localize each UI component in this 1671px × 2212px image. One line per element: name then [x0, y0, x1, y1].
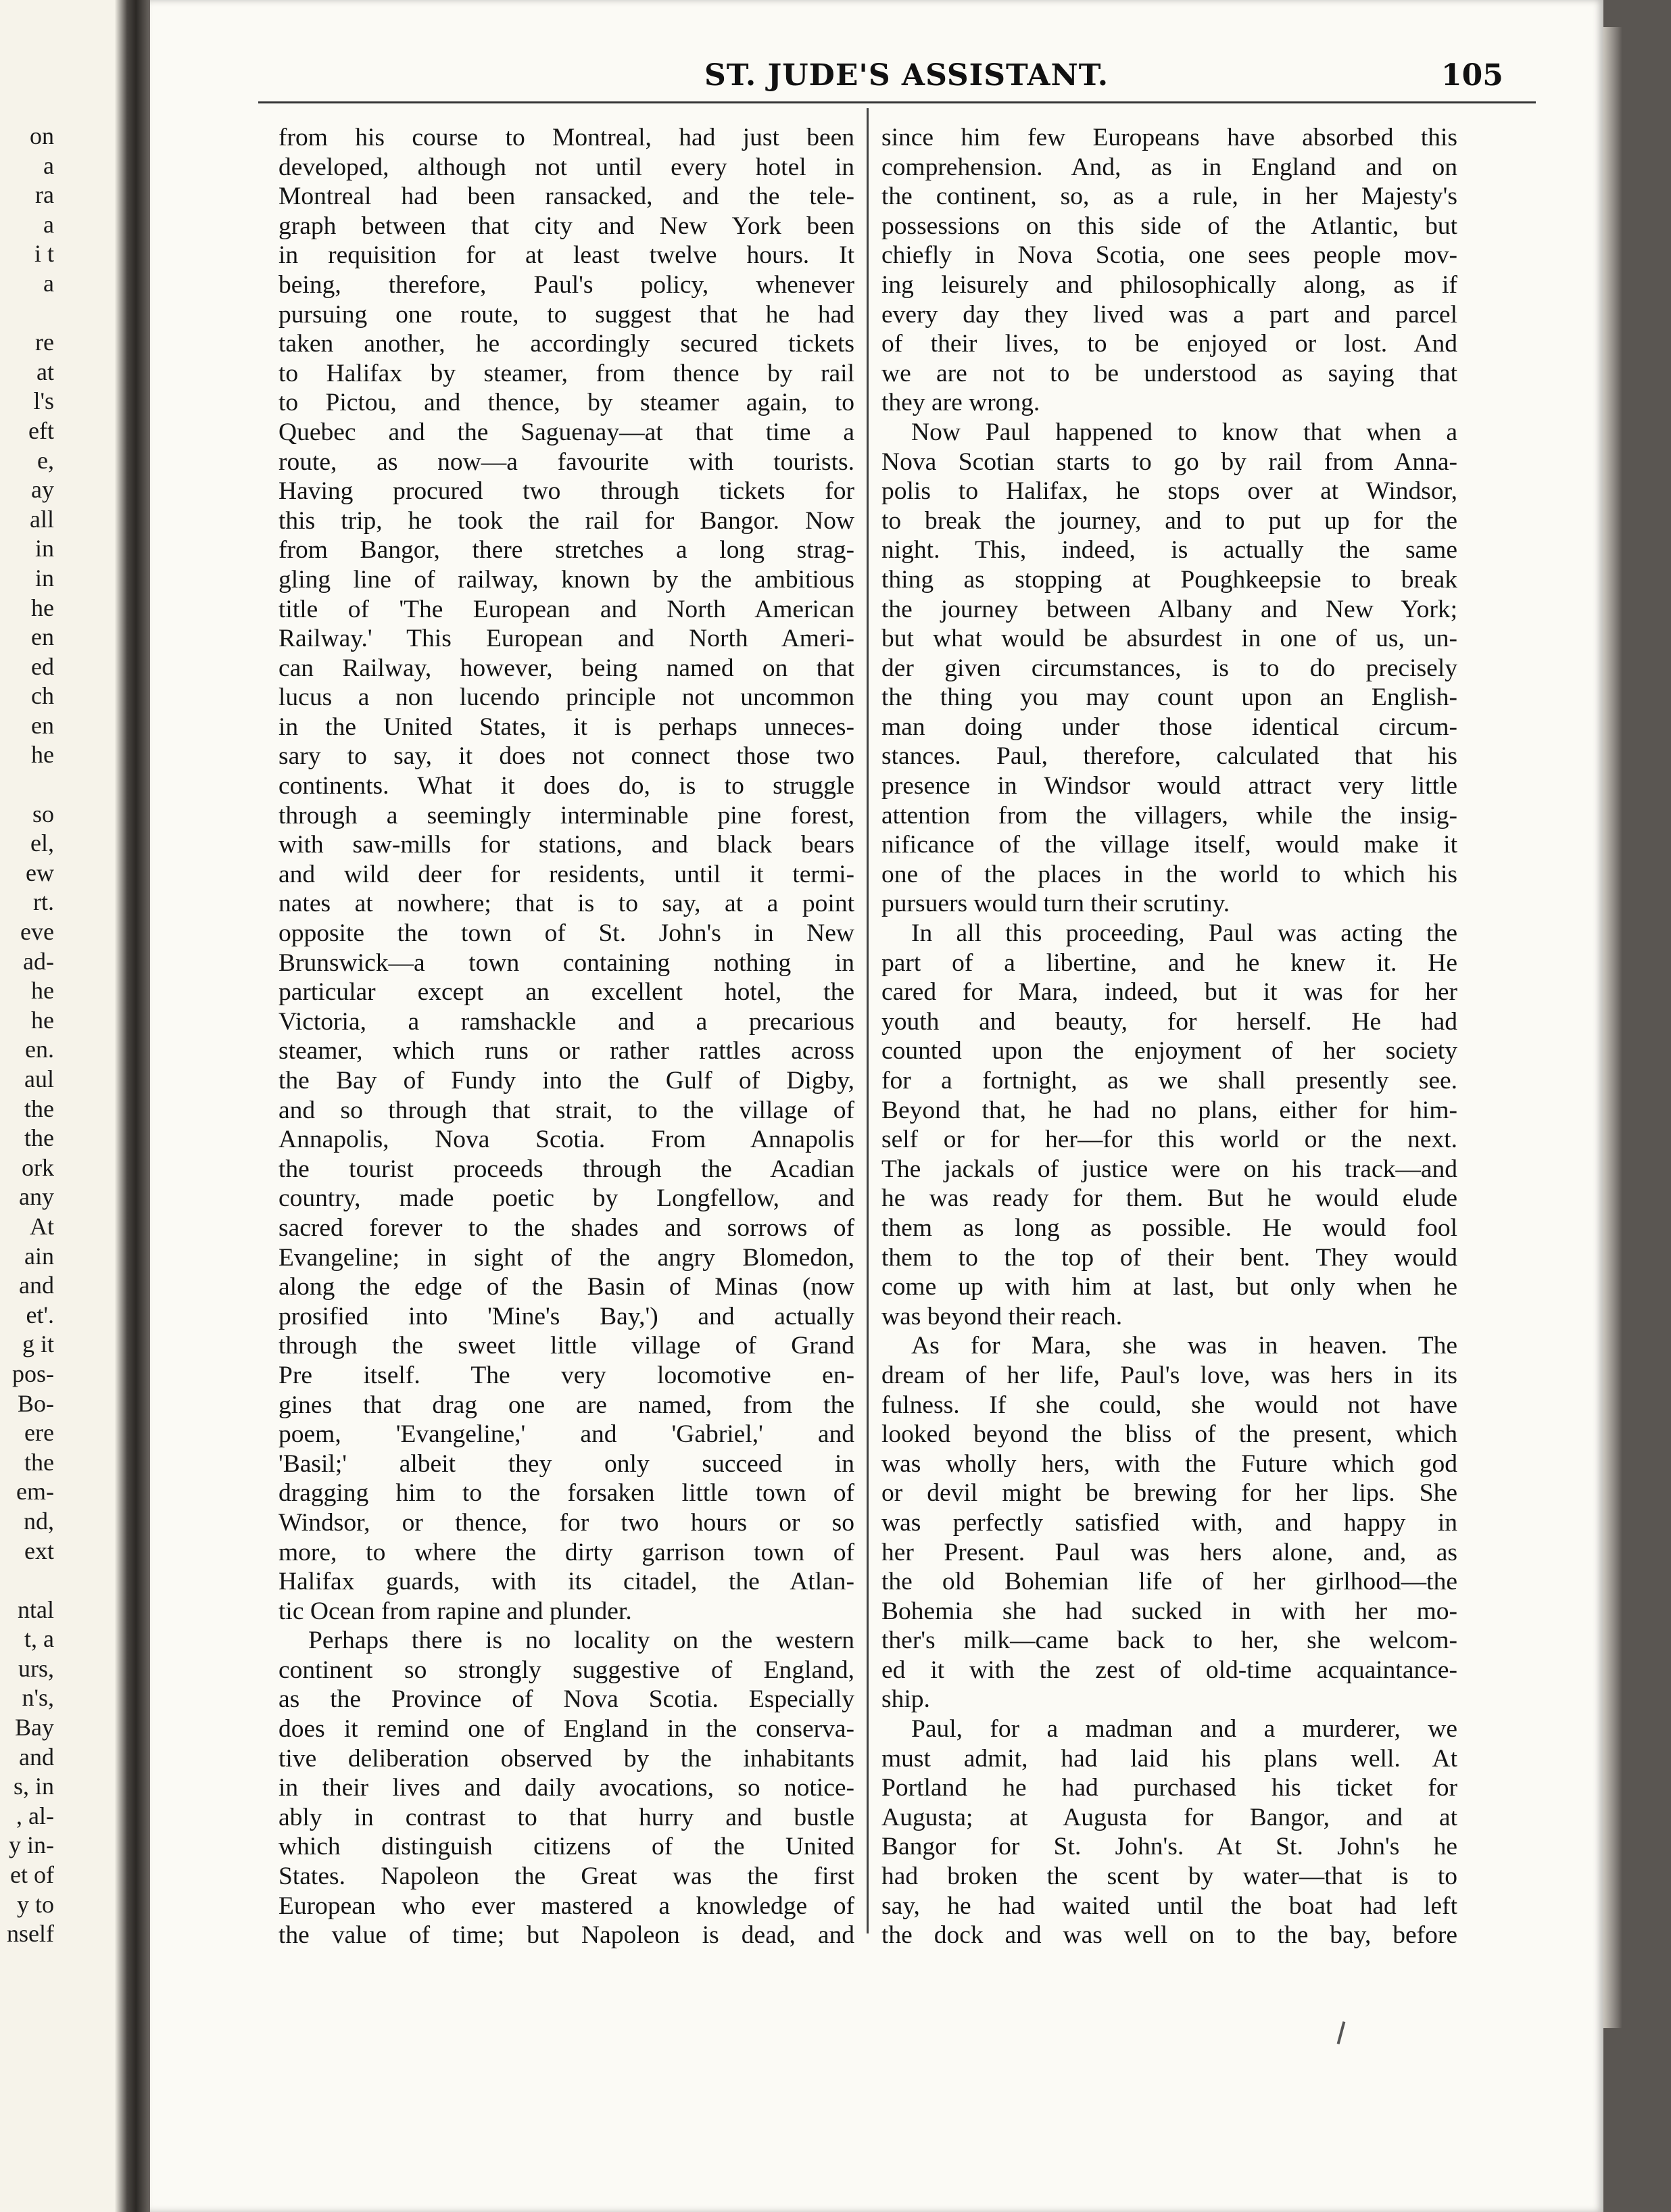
text-line: tic Ocean from rapine and plunder. — [278, 1597, 632, 1625]
fragment-line: ere — [24, 1419, 54, 1447]
text-line: particular except an excellent hotel, the — [278, 978, 854, 1007]
text-line: does it remind one of England in the conserva- — [278, 1715, 854, 1744]
fragment-line: g it — [22, 1330, 54, 1358]
text-line: the dock and was well on to the bay, before — [881, 1921, 1457, 1950]
text-line: or devil might be brewing for her lips. She — [881, 1479, 1457, 1508]
text-line: developed, although not until every hotel in — [278, 153, 854, 181]
fragment-line — [0, 770, 54, 800]
left-column — [278, 123, 854, 1950]
fragment-line: in — [34, 535, 54, 562]
text-line: chiefly in Nova Scotia, one sees people mov- — [881, 241, 1457, 270]
text-line: Beyond that, he had no plans, either for him- — [881, 1096, 1457, 1124]
text-line: this trip, he took the rail for Bangor. Now — [278, 506, 854, 535]
fragment-line — [0, 1566, 54, 1595]
fragment-line: l's — [33, 387, 54, 415]
text-line: opposite the town of St. John's in New — [278, 919, 854, 948]
fragment-line: ad- — [23, 947, 54, 975]
text-line: Annapolis, Nova Scotia. From Annapolis — [278, 1126, 854, 1154]
text-line: Now Paul happened to know that when a — [911, 418, 1457, 446]
text-line: with saw-mills for stations, and black bears — [278, 831, 854, 859]
text-line: tive deliberation observed by the inhabitants — [278, 1744, 854, 1773]
fragment-line: nd, — [24, 1507, 54, 1535]
text-line: in their lives and daily avocations, so notice- — [278, 1774, 854, 1802]
text-line: graph between that city and New York been — [278, 212, 854, 240]
page — [150, 0, 1603, 2212]
text-line: was wholly hers, with the Future which god — [881, 1449, 1457, 1478]
fragment-line: so — [32, 800, 54, 827]
text-line: for a fortnight, as we shall presently see. — [881, 1067, 1457, 1095]
book-gutter — [115, 0, 150, 2212]
text-line: Nova Scotian starts to go by rail from Anna- — [881, 448, 1457, 476]
fragment-line: Bay — [15, 1714, 54, 1741]
text-line: we are not to be understood as saying that — [881, 359, 1457, 387]
text-line: from Bangor, there stretches a long strag- — [278, 536, 854, 564]
text-line: taken another, he accordingly secured tickets — [278, 330, 854, 358]
text-line: in the United States, it is perhaps unneces- — [278, 713, 854, 741]
text-line: he was ready for them. But he would elude — [881, 1184, 1457, 1213]
fragment-line: the — [24, 1448, 54, 1476]
text-line: along the edge of the Basin of Minas (now — [278, 1273, 854, 1301]
text-line: since him few Europeans have absorbed this — [881, 124, 1457, 151]
text-line: attention from the villagers, while the insig- — [881, 801, 1457, 830]
text-line: to break the journey, and to put up for the — [881, 506, 1457, 535]
text-line: Bohemia she had sucked in with her mo- — [881, 1597, 1457, 1625]
fragment-line: Bo- — [18, 1389, 54, 1417]
fragment-line: a — [43, 269, 54, 297]
text-line: sacred forever to the shades and sorrows of — [278, 1213, 854, 1242]
fragment-line — [0, 299, 54, 329]
text-line: ship. — [881, 1685, 930, 1714]
fragment-line: pos- — [12, 1360, 54, 1387]
text-line: nates at nowhere; that is to say, at a point — [278, 890, 854, 918]
text-line: and so through that strait, to the village of — [278, 1096, 854, 1124]
fragment-line: em- — [16, 1478, 54, 1506]
column-divider — [867, 108, 869, 1933]
text-line: der given circumstances, is to do precisely — [881, 654, 1457, 682]
text-line: was beyond their reach. — [881, 1302, 1123, 1330]
text-line: Bangor for St. John's. At St. John's he — [881, 1833, 1457, 1861]
text-line: Windsor, or thence, for two hours or so — [278, 1508, 854, 1537]
text-line: ed it with the zest of old-time acquaintance- — [881, 1656, 1457, 1684]
text-line: them to the top of their bent. They would — [881, 1243, 1457, 1272]
fragment-line: en — [31, 623, 54, 651]
text-line: the tourist proceeds through the Acadian — [278, 1155, 854, 1183]
fragment-line: rt. — [33, 888, 54, 916]
text-line: continents. What it does do, is to struggle — [278, 772, 854, 800]
previous-page-text — [0, 122, 54, 1949]
text-line: steamer, which runs or rather rattles across — [278, 1037, 854, 1065]
text-line: Augusta; at Augusta for Bangor, and at — [881, 1803, 1457, 1831]
fragment-line: ext — [24, 1537, 54, 1564]
fragment-line: on — [30, 122, 54, 149]
text-line: the journey between Albany and New York; — [881, 595, 1457, 623]
text-line: from his course to Montreal, had just been — [278, 124, 854, 151]
text-line: ably in contrast to that hurry and bustle — [278, 1803, 854, 1831]
text-line: to Pictou, and thence, by steamer again, to — [278, 389, 854, 417]
text-line: Paul, for a madman and a murderer, we — [911, 1715, 1457, 1744]
text-line: self or for her—for this world or the next. — [881, 1126, 1457, 1154]
text-line: prosified into 'Mine's Bay,') and actually — [278, 1302, 854, 1330]
text-line: night. This, indeed, is actually the same — [881, 536, 1457, 564]
text-line: Montreal had been ransacked, and the tele- — [278, 183, 854, 211]
text-line: youth and beauty, for herself. He had — [881, 1007, 1457, 1036]
text-line: as the Province of Nova Scotia. Especially — [278, 1685, 854, 1714]
fragment-line: at — [37, 358, 54, 385]
text-line: the Bay of Fundy into the Gulf of Digby, — [278, 1067, 854, 1095]
text-line: 'Basil;' albeit they only succeed in — [278, 1449, 854, 1478]
fragment-line: and — [19, 1272, 54, 1299]
text-line: Halifax guards, with its citadel, the Atlan- — [278, 1568, 854, 1596]
text-line: gines that drag one are named, from the — [278, 1391, 854, 1419]
fragment-line: urs, — [18, 1654, 54, 1682]
running-header — [150, 58, 1536, 99]
fragment-line: y to — [16, 1890, 54, 1918]
text-line: As for Mara, she was in heaven. The — [911, 1332, 1457, 1360]
text-line: say, he had waited until the boat had left — [881, 1892, 1457, 1920]
fragment-line: he — [31, 977, 54, 1005]
fragment-line: s, in — [13, 1773, 54, 1800]
text-line: possessions on this side of the Atlantic, but — [881, 212, 1457, 240]
text-line: to Halifax by steamer, from thence by rail — [278, 359, 854, 387]
text-line: nificance of the village itself, would make it — [881, 831, 1457, 859]
text-line: comprehension. And, as in England and on — [881, 153, 1457, 181]
fragment-line: the — [24, 1095, 54, 1122]
text-line: can Railway, however, being named on that — [278, 654, 854, 682]
fragment-line: eft — [28, 416, 54, 444]
text-line: looked beyond the bliss of the present, which — [881, 1420, 1457, 1449]
fragment-line: he — [31, 1006, 54, 1034]
text-line: Having procured two through tickets for — [278, 477, 854, 506]
text-line: the old Bohemian life of her girlhood—the — [881, 1568, 1457, 1596]
text-line: States. Napoleon the Great was the first — [278, 1862, 854, 1891]
text-line: lucus a non lucendo principle not uncommon — [278, 683, 854, 712]
text-line: them as long as possible. He would fool — [881, 1213, 1457, 1242]
fragment-line: en — [31, 711, 54, 739]
text-line: Pre itself. The very locomotive en- — [278, 1361, 854, 1389]
fragment-line: ain — [24, 1242, 54, 1270]
text-line: was perfectly satisfied with, and happy in — [881, 1508, 1457, 1537]
fragment-line: he — [31, 594, 54, 621]
text-line: route, as now—a favourite with tourists. — [278, 448, 854, 476]
fragment-line: et of — [10, 1861, 54, 1889]
text-line: ing leisurely and philosophically along, as if — [881, 270, 1457, 299]
text-line: in requisition for at least twelve hours. It — [278, 241, 854, 270]
fragment-line: aul — [24, 1065, 54, 1092]
text-line: Railway.' This European and North Ameri- — [278, 625, 854, 653]
fragment-line: ed — [31, 652, 54, 680]
fragment-line: a — [43, 210, 54, 238]
text-line: the continent, so, as a rule, in her Majesty's — [881, 183, 1457, 211]
text-line: man doing under those identical circum- — [881, 713, 1457, 741]
text-line: but what would be absurdest in one of us, un- — [881, 625, 1457, 653]
text-line: of their lives, to be enjoyed or lost. And — [881, 330, 1457, 358]
text-line: through the sweet little village of Grand — [278, 1332, 854, 1360]
text-line: one of the places in the world to which his — [881, 860, 1457, 888]
fragment-line: in — [34, 564, 54, 592]
text-line: thing as stopping at Poughkeepsie to break — [881, 565, 1457, 594]
text-line: pursuing one route, to suggest that he had — [278, 300, 854, 329]
fragment-line: all — [30, 505, 54, 533]
text-line: presence in Windsor would attract very little — [881, 772, 1457, 800]
text-line: Evangeline; in sight of the angry Blomedon, — [278, 1243, 854, 1272]
fragment-line: a — [43, 151, 54, 179]
text-line: country, made poetic by Longfellow, and — [278, 1184, 854, 1213]
fragment-line: ntal — [18, 1595, 54, 1623]
text-line: stances. Paul, therefore, calculated that his — [881, 742, 1457, 771]
text-line: being, therefore, Paul's policy, whenever — [278, 270, 854, 299]
text-line: must admit, had laid his plans well. At — [881, 1744, 1457, 1773]
text-line: the thing you may count upon an English- — [881, 683, 1457, 712]
fragment-line: At — [30, 1212, 54, 1240]
text-line: pursuers would turn their scrutiny. — [881, 890, 1230, 918]
page-number: 105 — [1441, 58, 1503, 93]
fragment-line: n's, — [22, 1684, 54, 1712]
text-line: Quebec and the Saguenay—at that time a — [278, 418, 854, 446]
fragment-line: ay — [31, 476, 54, 504]
text-line: Perhaps there is no locality on the western — [308, 1627, 854, 1655]
text-line: her Present. Paul was hers alone, and, as — [881, 1538, 1457, 1566]
text-line: counted upon the enjoyment of her society — [881, 1037, 1457, 1065]
fragment-line: nself — [7, 1920, 54, 1948]
stray-pen-mark — [1337, 2021, 1346, 2044]
text-line: through a seemingly interminable pine forest, — [278, 801, 854, 830]
fragment-line: e, — [37, 446, 54, 474]
fragment-line: ork — [22, 1153, 54, 1181]
text-line: gling line of railway, known by the ambitious — [278, 565, 854, 594]
text-line: and wild deer for residents, until it termi- — [278, 860, 854, 888]
text-line: come up with him at last, but only when he — [881, 1273, 1457, 1301]
text-line: every day they lived was a part and parcel — [881, 300, 1457, 329]
text-line: the value of time; but Napoleon is dead, and — [278, 1921, 854, 1950]
text-line: In all this proceeding, Paul was acting the — [911, 919, 1457, 948]
fragment-line: ra — [35, 181, 54, 209]
text-line: European who ever mastered a knowledge of — [278, 1892, 854, 1920]
fragment-line: i t — [34, 240, 54, 268]
fragment-line: el, — [30, 830, 54, 857]
text-line: ther's milk—came back to her, she welcom- — [881, 1627, 1457, 1655]
fragment-line: re — [35, 329, 54, 356]
fragment-line: ch — [31, 682, 54, 710]
fragment-line: eve — [20, 918, 54, 946]
text-line: title of 'The European and North American — [278, 595, 854, 623]
text-line: fulness. If she could, she would not have — [881, 1391, 1457, 1419]
text-line: The jackals of justice were on his track—and — [881, 1155, 1457, 1183]
text-line: poem, 'Evangeline,' and 'Gabriel,' and — [278, 1420, 854, 1449]
header-rule — [258, 101, 1536, 103]
text-line: continent so strongly suggestive of England, — [278, 1656, 854, 1684]
text-line: they are wrong. — [881, 389, 1040, 417]
fragment-line: y in- — [9, 1831, 54, 1859]
text-line: dragging him to the forsaken little town of — [278, 1479, 854, 1508]
text-line: more, to where the dirty garrison town of — [278, 1538, 854, 1566]
running-title: ST. JUDE'S ASSISTANT. — [704, 58, 1109, 93]
text-line: polis to Halifax, he stops over at Windsor, — [881, 477, 1457, 506]
text-line: Victoria, a ramshackle and a precarious — [278, 1007, 854, 1036]
right-column — [881, 123, 1457, 1950]
text-line: had broken the scent by water—that is to — [881, 1862, 1457, 1891]
fragment-line: , al- — [16, 1802, 54, 1829]
fragment-line: et'. — [26, 1301, 54, 1328]
text-line: Brunswick—a town containing nothing in — [278, 948, 854, 977]
text-line: sary to say, it does not connect those two — [278, 742, 854, 771]
text-line: cared for Mara, indeed, but it was for her — [881, 978, 1457, 1007]
text-line: part of a libertine, and he knew it. He — [881, 948, 1457, 977]
page-edge — [1603, 27, 1622, 2028]
fragment-line: en. — [25, 1036, 54, 1063]
fragment-line: ew — [26, 859, 54, 886]
fragment-line: and — [19, 1743, 54, 1771]
fragment-line: any — [19, 1183, 54, 1211]
fragment-line: t, a — [24, 1625, 54, 1653]
text-line: Portland he had purchased his ticket for — [881, 1774, 1457, 1802]
fragment-line: he — [31, 741, 54, 769]
text-line: dream of her life, Paul's love, was hers in its — [881, 1361, 1457, 1389]
fragment-line: the — [24, 1124, 54, 1152]
text-line: which distinguish citizens of the United — [278, 1833, 854, 1861]
